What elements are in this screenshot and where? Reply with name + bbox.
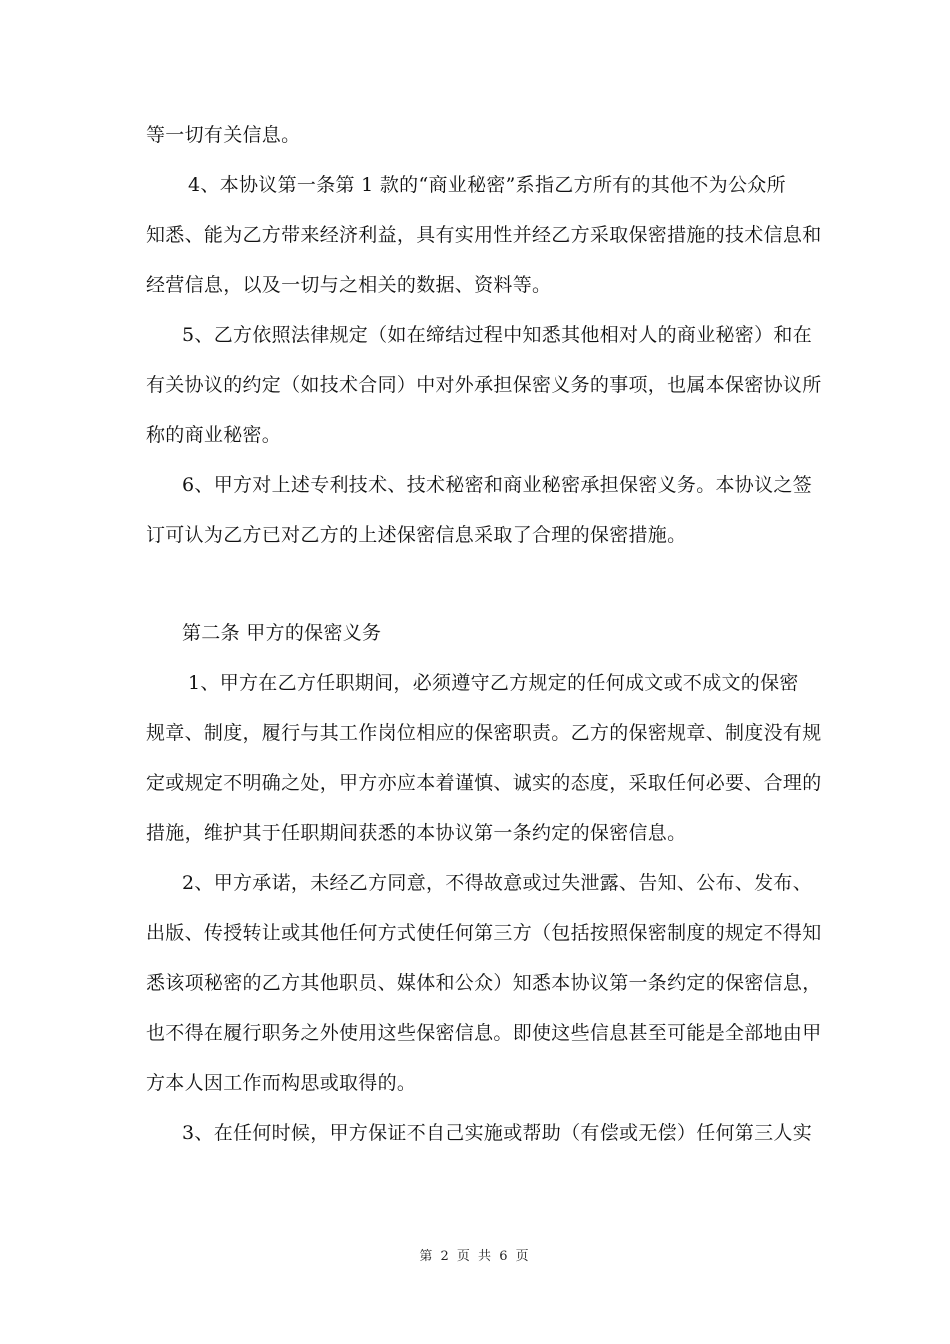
paragraph-line: 1、甲方在乙方任职期间，必须遵守乙方规定的任何成文或不成文的保密 — [188, 672, 799, 694]
paragraph-line: 订可认为乙方已对乙方的上述保密信息采取了合理的保密措施。 — [146, 524, 687, 546]
paragraph-line: 经营信息，以及一切与之相关的数据、资料等。 — [146, 274, 552, 296]
paragraph-line: 也不得在履行职务之外使用这些保密信息。即使这些信息甚至可能是全部地由甲 — [146, 1022, 822, 1044]
page-number-footer: 第 2 页 共 6 页 — [419, 1249, 531, 1264]
paragraph-line: 等一切有关信息。 — [146, 124, 301, 146]
paragraph-line: 悉该项秘密的乙方其他职员、媒体和公众）知悉本协议第一条约定的保密信息， — [146, 972, 822, 994]
paragraph-line: 有关协议的约定（如技术合同）中对外承担保密义务的事项，也属本保密协议所 — [146, 374, 822, 396]
paragraph-line: 6、甲方对上述专利技术、技术秘密和商业秘密承担保密义务。本协议之签 — [182, 474, 812, 496]
paragraph-line: 出版、传授转让或其他任何方式使任何第三方（包括按照保密制度的规定不得知 — [146, 922, 822, 944]
paragraph-line: 方本人因工作而构思或取得的。 — [146, 1072, 417, 1094]
paragraph-line: 规章、制度，履行与其工作岗位相应的保密职责。乙方的保密规章、制度没有规 — [146, 722, 822, 744]
paragraph-line: 2、甲方承诺，未经乙方同意，不得故意或过失泄露、告知、公布、发布、 — [182, 872, 812, 894]
paragraph-line: 知悉、能为乙方带来经济利益，具有实用性并经乙方采取保密措施的技术信息和 — [146, 224, 822, 246]
paragraph-line: 3、在任何时候，甲方保证不自己实施或帮助（有偿或无偿）任何第三人实 — [182, 1122, 812, 1144]
paragraph-line: 定或规定不明确之处，甲方亦应本着谨慎、诚实的态度，采取任何必要、合理的 — [146, 772, 822, 794]
paragraph-line: 5、乙方依照法律规定（如在缔结过程中知悉其他相对人的商业秘密）和在 — [182, 324, 812, 346]
section-heading: 第二条 甲方的保密义务 — [182, 622, 382, 644]
paragraph-line: 措施，维护其于任职期间获悉的本协议第一条约定的保密信息。 — [146, 822, 687, 844]
paragraph-line: 称的商业秘密。 — [146, 424, 282, 446]
paragraph-line: 4、本协议第一条第 1 款的“商业秘密”系指乙方所有的其他不为公众所 — [188, 174, 786, 196]
